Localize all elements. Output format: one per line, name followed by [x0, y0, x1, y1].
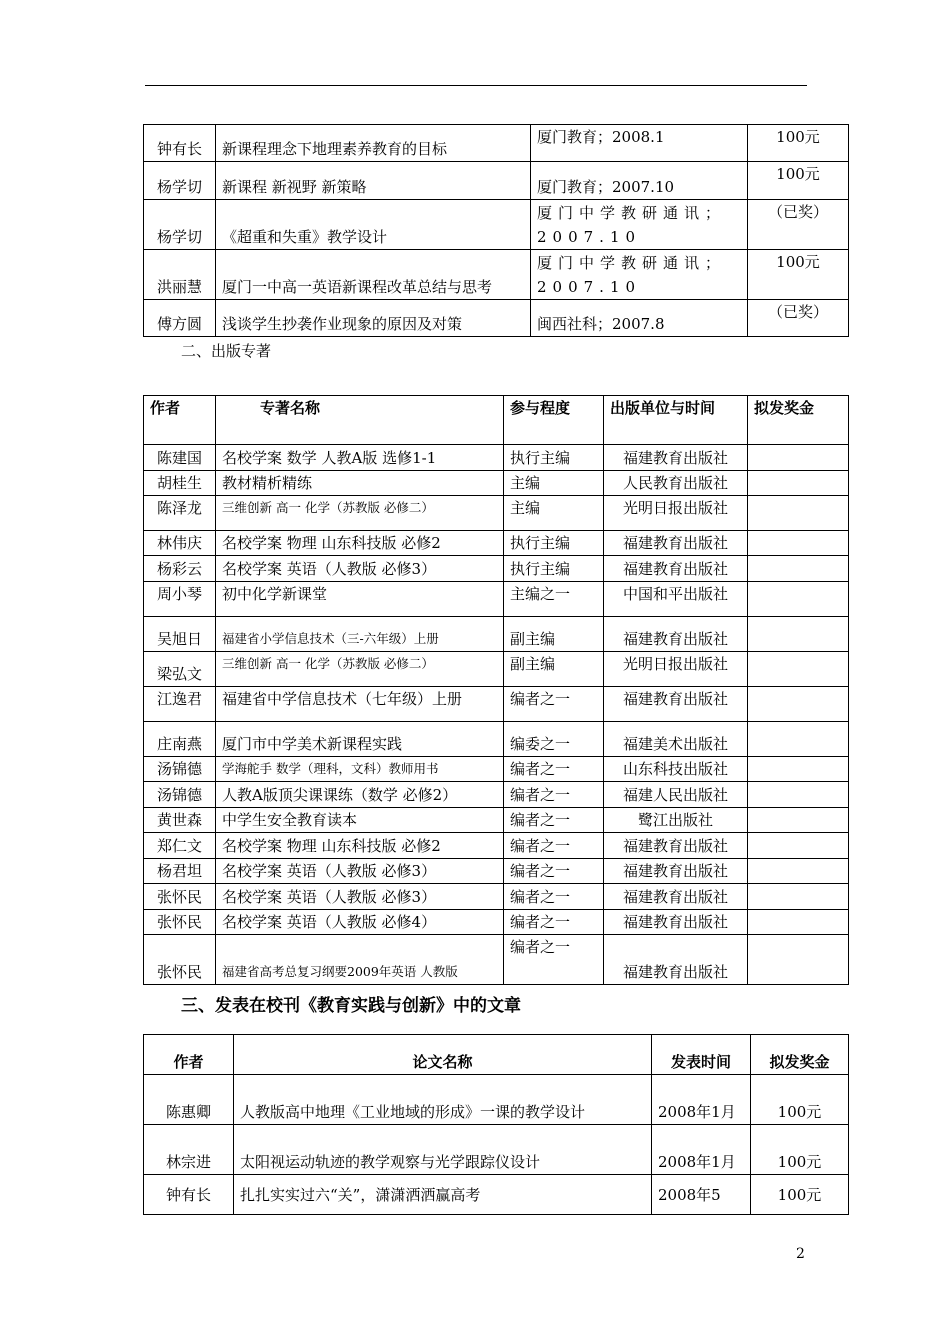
role-cell: 编者之一 [504, 687, 604, 722]
author-cell: 杨君坦 [144, 859, 216, 884]
journal-articles-table [143, 1034, 849, 1215]
publisher-cell: 福建教育出版社 [604, 910, 748, 935]
section3-heading: 三、发表在校刊《教育实践与创新》中的文章 [181, 996, 521, 1016]
publisher-cell: 福建教育出版社 [604, 859, 748, 884]
publisher-cell: 福建教育出版社 [604, 445, 748, 471]
title-cell: 名校学案 英语（人教版 必修4） [216, 910, 504, 935]
title-cell: 《超重和失重》教学设计 [216, 200, 531, 250]
publisher-cell: 中国和平出版社 [604, 582, 748, 617]
title-cell: 中学生安全教育读本 [216, 808, 504, 833]
header-publisher: 出版单位与时间 [604, 396, 748, 445]
publication-cell: 厦门中学教研通讯；2007.10 [531, 250, 748, 300]
award-cell [748, 531, 849, 556]
papers-table [143, 124, 849, 337]
title-cell: 福建省高考总复习纲要2009年英语 人教版 [216, 935, 504, 985]
publisher-cell: 鹭江出版社 [604, 808, 748, 833]
table-row [144, 125, 849, 162]
section2-heading: 二、出版专著 [181, 342, 272, 360]
role-cell: 编者之一 [504, 859, 604, 884]
table-row [144, 556, 849, 582]
publisher-cell: 福建教育出版社 [604, 687, 748, 722]
table-row [144, 859, 849, 884]
author-cell: 钟有长 [144, 1175, 234, 1215]
title-cell: 太阳视运动轨迹的教学观察与光学跟踪仪设计 [234, 1125, 652, 1175]
author-cell: 张怀民 [144, 910, 216, 935]
award-cell: 100元 [748, 162, 849, 200]
author-cell: 黄世森 [144, 808, 216, 833]
title-cell: 教材精析精练 [216, 471, 504, 496]
author-cell: 张怀民 [144, 935, 216, 985]
author-cell: 吴旭日 [144, 617, 216, 652]
table-row [144, 1125, 849, 1175]
title-cell: 名校学案 数学 人教A版 选修1-1 [216, 445, 504, 471]
award-cell [748, 582, 849, 617]
award-cell [748, 884, 849, 910]
table-row [144, 300, 849, 337]
role-cell: 编者之一 [504, 782, 604, 808]
role-cell: 主编之一 [504, 582, 604, 617]
publisher-cell: 福建教育出版社 [604, 556, 748, 582]
award-cell [748, 445, 849, 471]
publisher-cell: 山东科技出版社 [604, 757, 748, 782]
author-cell: 张怀民 [144, 884, 216, 910]
role-cell: 编者之一 [504, 910, 604, 935]
publisher-cell: 光明日报出版社 [604, 496, 748, 531]
title-cell: 名校学案 英语（人教版 必修3） [216, 884, 504, 910]
publisher-cell: 福建教育出版社 [604, 935, 748, 985]
publisher-cell: 福建教育出版社 [604, 884, 748, 910]
author-cell: 杨学切 [144, 162, 216, 200]
publisher-cell: 人民教育出版社 [604, 471, 748, 496]
award-cell: 100元 [748, 250, 849, 300]
author-cell: 胡桂生 [144, 471, 216, 496]
table-header-row [144, 396, 849, 445]
role-cell: 副主编 [504, 652, 604, 687]
award-cell [748, 652, 849, 687]
award-cell [748, 833, 849, 859]
title-cell: 浅谈学生抄袭作业现象的原因及对策 [216, 300, 531, 337]
award-cell [748, 496, 849, 531]
publication-cell: 厦门中学教研通讯；2007.10 [531, 200, 748, 250]
table-row [144, 617, 849, 652]
header-award: 拟发奖金 [748, 396, 849, 445]
time-cell: 2008年5 [652, 1175, 751, 1215]
author-cell: 梁弘文 [144, 652, 216, 687]
award-cell: 100元 [748, 125, 849, 162]
role-cell: 主编 [504, 496, 604, 531]
title-cell: 福建省中学信息技术（七年级）上册 [216, 687, 504, 722]
time-cell: 2008年1月 [652, 1075, 751, 1125]
table-row [144, 884, 849, 910]
header-rule [145, 85, 807, 86]
table-row [144, 722, 849, 757]
time-cell: 2008年1月 [652, 1125, 751, 1175]
table-row [144, 757, 849, 782]
table-row [144, 833, 849, 859]
award-cell [748, 617, 849, 652]
table-row [144, 910, 849, 935]
publisher-cell: 光明日报出版社 [604, 652, 748, 687]
author-cell: 庄南燕 [144, 722, 216, 757]
award-cell: 100元 [751, 1125, 849, 1175]
title-cell: 新课程理念下地理素养教育的目标 [216, 125, 531, 162]
award-cell: 100元 [751, 1075, 849, 1125]
role-cell: 主编 [504, 471, 604, 496]
award-cell [748, 808, 849, 833]
publisher-cell: 福建教育出版社 [604, 833, 748, 859]
header-award: 拟发奖金 [751, 1035, 849, 1075]
author-cell: 杨学切 [144, 200, 216, 250]
publisher-cell: 福建美术出版社 [604, 722, 748, 757]
table-header-row [144, 1035, 849, 1075]
role-cell: 执行主编 [504, 531, 604, 556]
author-cell: 傅方圆 [144, 300, 216, 337]
author-cell: 林伟庆 [144, 531, 216, 556]
table-row [144, 445, 849, 471]
title-cell: 名校学案 物理 山东科技版 必修2 [216, 833, 504, 859]
title-cell: 厦门一中高一英语新课程改革总结与思考 [216, 250, 531, 300]
author-cell: 杨彩云 [144, 556, 216, 582]
header-author: 作者 [144, 396, 216, 445]
award-cell: 100元 [751, 1175, 849, 1215]
table-row [144, 782, 849, 808]
table-row [144, 935, 849, 985]
table-row [144, 1175, 849, 1215]
title-cell: 学海舵手 数学（理科，文科）教师用书 [216, 757, 504, 782]
table-row [144, 162, 849, 200]
award-cell [748, 859, 849, 884]
books-table [143, 395, 849, 985]
author-cell: 洪丽慧 [144, 250, 216, 300]
publisher-cell: 福建教育出版社 [604, 617, 748, 652]
role-cell: 执行主编 [504, 445, 604, 471]
award-cell [748, 757, 849, 782]
award-cell [748, 687, 849, 722]
publication-cell: 厦门教育；2007.10 [531, 162, 748, 200]
title-cell: 三维创新 高一 化学（苏教版 必修二） [216, 652, 504, 687]
title-cell: 名校学案 物理 山东科技版 必修2 [216, 531, 504, 556]
page-number: 2 [796, 1246, 805, 1262]
table-row [144, 496, 849, 531]
publication-cell: 厦门教育；2008.1 [531, 125, 748, 162]
header-title: 专著名称 [216, 396, 504, 445]
role-cell: 编者之一 [504, 757, 604, 782]
author-cell: 陈惠卿 [144, 1075, 234, 1125]
title-cell: 扎扎实实过六“关”，潇潇洒洒赢高考 [234, 1175, 652, 1215]
table-row [144, 471, 849, 496]
author-cell: 汤锦德 [144, 757, 216, 782]
award-cell [748, 471, 849, 496]
publisher-cell: 福建教育出版社 [604, 531, 748, 556]
table-row [144, 531, 849, 556]
title-cell: 厦门市中学美术新课程实践 [216, 722, 504, 757]
table-row [144, 582, 849, 617]
table-row [144, 808, 849, 833]
role-cell: 副主编 [504, 617, 604, 652]
role-cell: 编者之一 [504, 833, 604, 859]
award-cell [748, 910, 849, 935]
table-row [144, 1075, 849, 1125]
header-author: 作者 [144, 1035, 234, 1075]
table-row [144, 652, 849, 687]
publication-cell: 闽西社科；2007.8 [531, 300, 748, 337]
award-cell: （已奖） [748, 300, 849, 337]
award-cell: （已奖） [748, 200, 849, 250]
author-cell: 林宗进 [144, 1125, 234, 1175]
award-cell [748, 556, 849, 582]
title-cell: 人教版高中地理《工业地域的形成》一课的教学设计 [234, 1075, 652, 1125]
author-cell: 钟有长 [144, 125, 216, 162]
title-cell: 福建省小学信息技术（三-六年级）上册 [216, 617, 504, 652]
award-cell [748, 782, 849, 808]
title-cell: 三维创新 高一 化学（苏教版 必修二） [216, 496, 504, 531]
author-cell: 陈建国 [144, 445, 216, 471]
publisher-cell: 福建人民出版社 [604, 782, 748, 808]
role-cell: 编者之一 [504, 884, 604, 910]
author-cell: 周小琴 [144, 582, 216, 617]
table-row [144, 250, 849, 300]
header-time: 发表时间 [652, 1035, 751, 1075]
title-cell: 名校学案 英语（人教版 必修3） [216, 556, 504, 582]
author-cell: 江逸君 [144, 687, 216, 722]
author-cell: 郑仁文 [144, 833, 216, 859]
role-cell: 编委之一 [504, 722, 604, 757]
title-cell: 人教A版顶尖课课练（数学 必修2） [216, 782, 504, 808]
award-cell [748, 935, 849, 985]
header-role: 参与程度 [504, 396, 604, 445]
title-cell: 名校学案 英语（人教版 必修3） [216, 859, 504, 884]
title-cell: 初中化学新课堂 [216, 582, 504, 617]
role-cell: 编者之一 [504, 935, 604, 985]
award-cell [748, 722, 849, 757]
table-row [144, 687, 849, 722]
author-cell: 汤锦德 [144, 782, 216, 808]
header-title: 论文名称 [234, 1035, 652, 1075]
author-cell: 陈泽龙 [144, 496, 216, 531]
title-cell: 新课程 新视野 新策略 [216, 162, 531, 200]
table-row [144, 200, 849, 250]
role-cell: 编者之一 [504, 808, 604, 833]
role-cell: 执行主编 [504, 556, 604, 582]
